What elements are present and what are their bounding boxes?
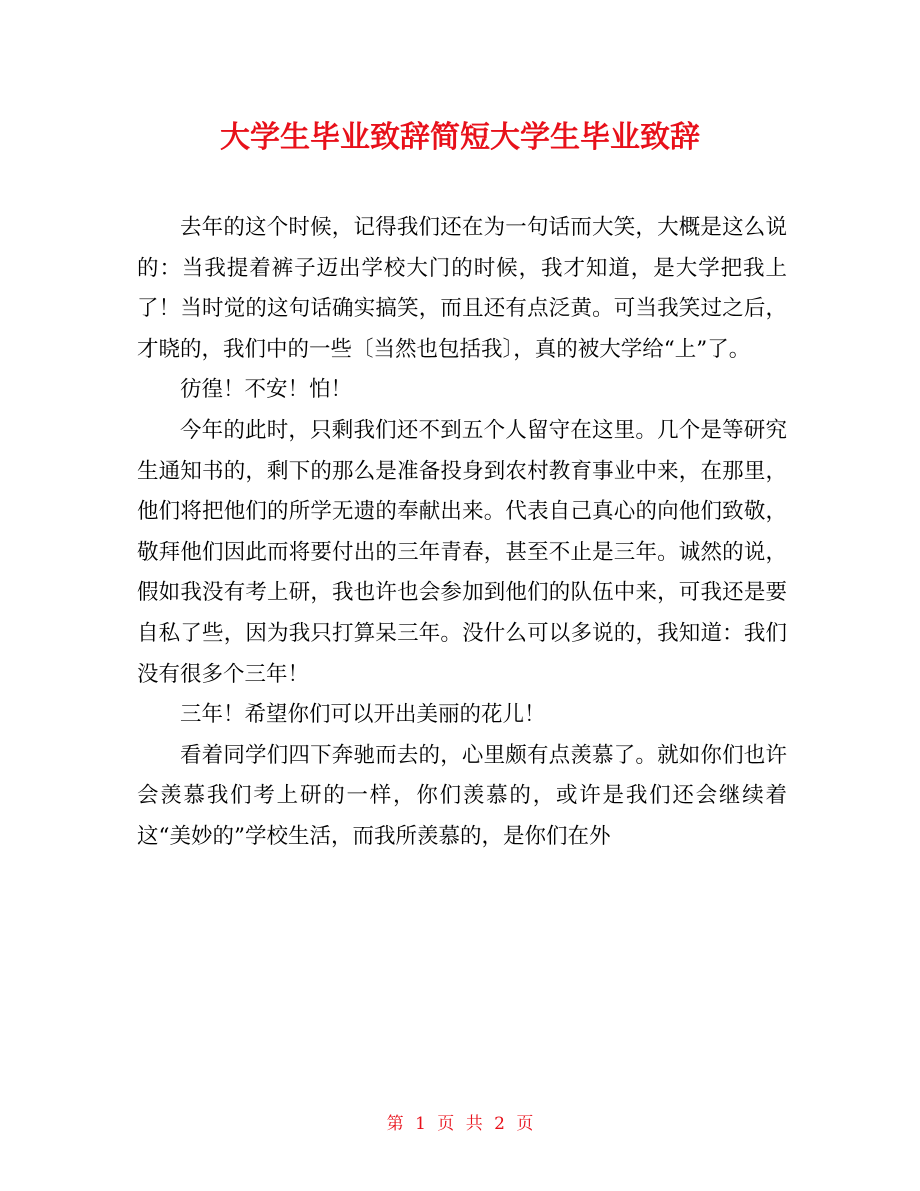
page-footer (0, 1111, 920, 1137)
paragraph-4: 三年！希望你们可以开出美丽的花儿！ (180, 702, 546, 728)
paragraph-1: 去年的这个时候，记得我们还在为一句话而大笑，大概是这么说的：当我提着裤子迈出学校大门的时候，我才知道，是大学把我上了！当时觉的这句话确实搞笑，而且还有点泛黄。可当我笑过之后，才晓的，我们中的一些〔当然也包括我〕，真的被大学给“上”了。 (137, 215, 787, 362)
paragraph-2: 彷徨！不安！怕！ (180, 377, 353, 403)
footer-total-pages: 2 (494, 1114, 505, 1134)
footer-current-page: 1 (415, 1114, 426, 1134)
paragraph-3: 今年的此时，只剩我们还不到五个人留守在这里。几个是等研究生通知书的，剩下的那么是准备投身到农村教育事业中来，在那里，他们将把他们的所学无遗的奉献出来。代表自己真心的向他们致敬，敬拜他们因此而将要付出的三年青春，甚至不止是三年。诚然的说，假如我没有考上研，我也许也会参加到他们的队伍中来，可我还是要自私了些，因为我只打算呆三年。没什么可以多说的，我知道：我们没有很多个三年！ (137, 417, 787, 687)
page-title: 大学生毕业致辞简短大学生毕业致辞 (220, 120, 700, 155)
footer-total-word: 共 (465, 1114, 483, 1134)
paragraph-5: 看着同学们四下奔驰而去的，心里颇有点羡慕了。就如你们也许会羡慕我们考上研的一样，你们羡慕的，或许是我们还会继续着这“美妙的”学校生活，而我所羡慕的，是你们在外 (137, 742, 787, 849)
document-body (137, 208, 787, 858)
footer-prefix: 第 (386, 1114, 404, 1134)
footer-page-word: 页 (437, 1114, 455, 1134)
footer-suffix: 页 (516, 1114, 534, 1134)
